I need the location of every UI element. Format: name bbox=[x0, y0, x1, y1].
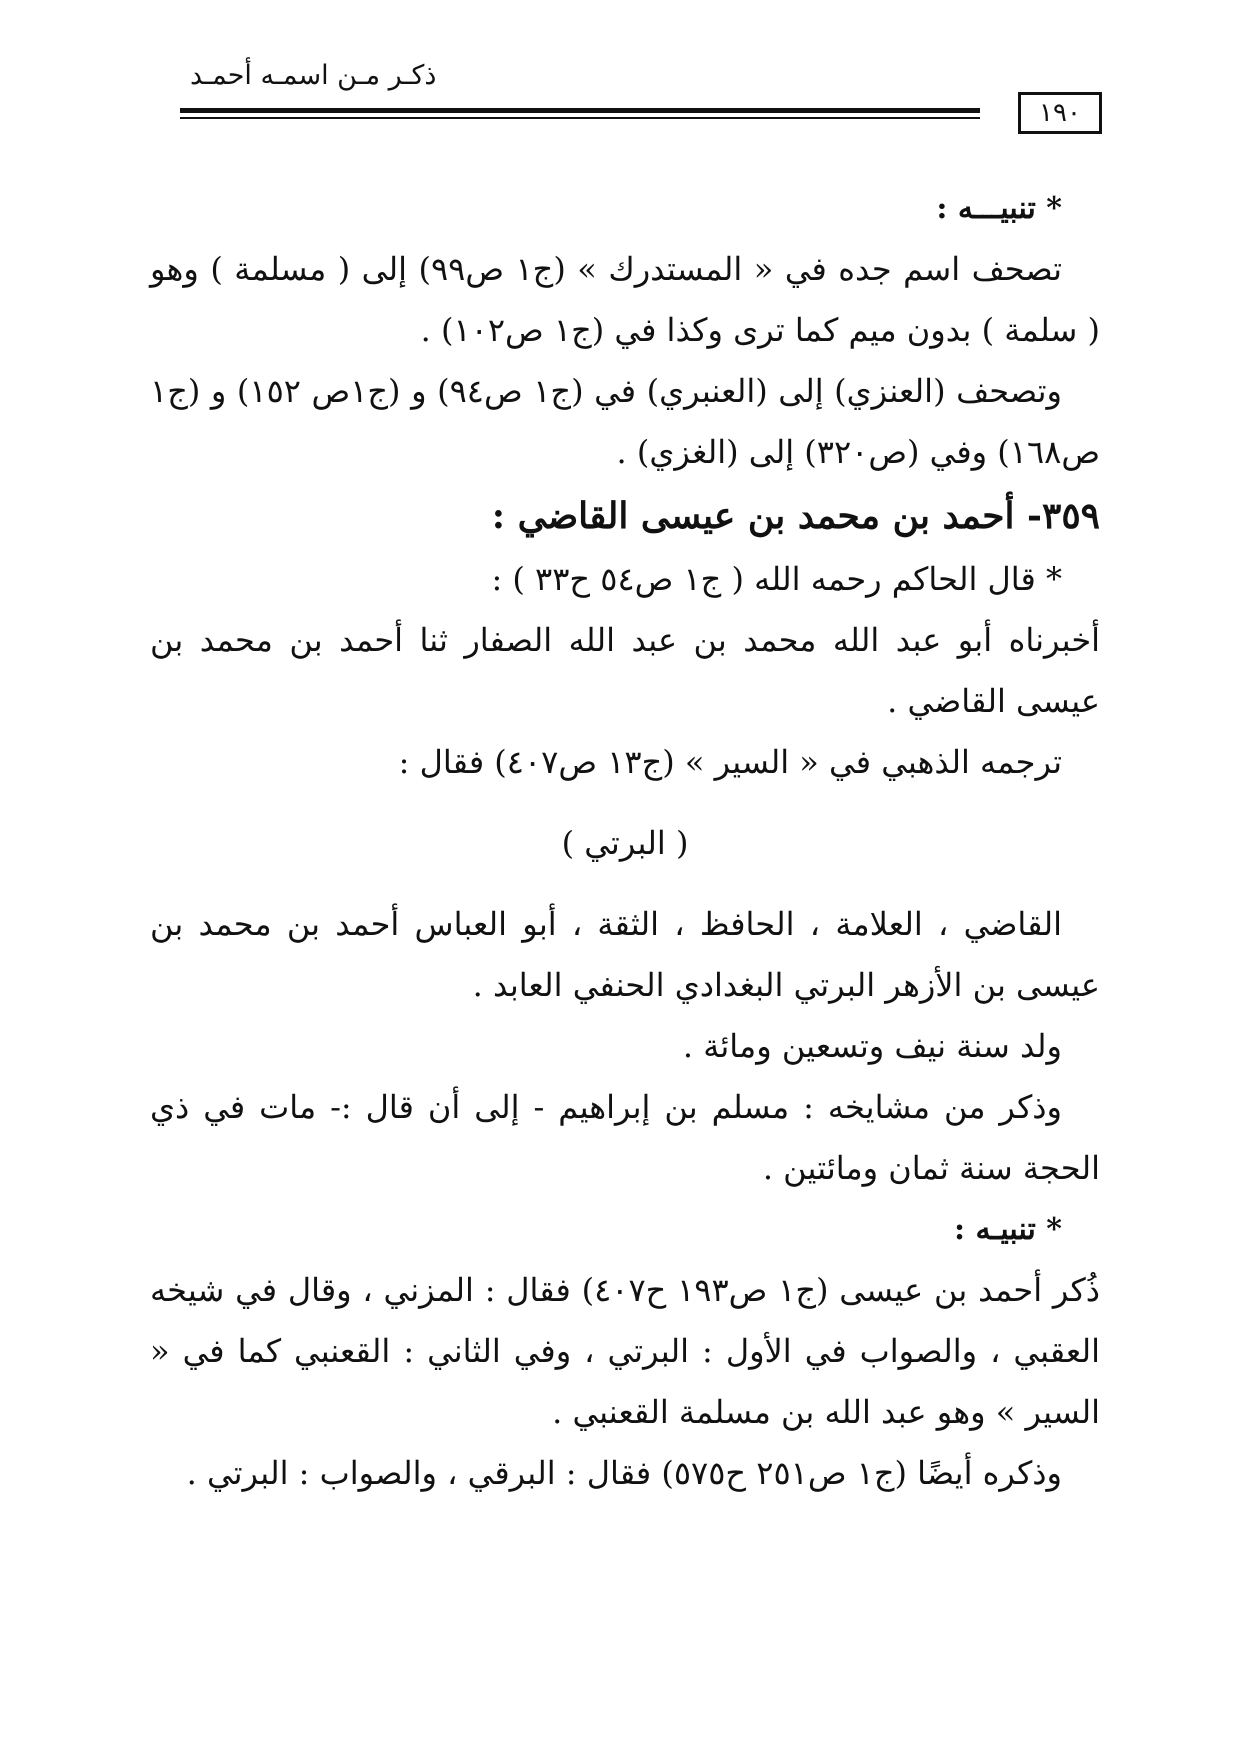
paragraph: ذُكر أحمد بن عيسى (ج١ ص١٩٣ ح٤٠٧) فقال : المزني ، وقال في شيخه العقبي ، والصواب في الأول : البرتي ، وفي الثاني : القعنبي كما في « السير » وهو عبد الله بن مسلمة القعنبي . bbox=[150, 1271, 1101, 1431]
paragraph: ترجمه الذهبي في « السير » (ج١٣ ص٤٠٧) فقال : bbox=[398, 743, 1062, 781]
running-title: ذكـر مـن اسمـه أحمـد bbox=[190, 60, 437, 91]
paragraph: وذكر من مشايخه : مسلم بن إبراهيم - إلى أن قال :- مات في ذي الحجة سنة ثمان ومائتين . bbox=[150, 1088, 1100, 1187]
paragraph: * قال الحاكم رحمه الله ( ج١ ص٥٤ ح٣٣ ) : bbox=[491, 560, 1062, 598]
header-rule bbox=[180, 108, 1038, 122]
paragraph: تصحف اسم جده في « المستدرك » (ج١ ص٩٩) إلى ( مسلمة ) وهو ( سلمة ) بدون ميم كما ترى وكذا في (ج١ ص١٠٢) . bbox=[150, 250, 1100, 349]
header-rule-thick bbox=[180, 108, 980, 113]
paragraph: القاضي ، العلامة ، الحافظ ، الثقة ، أبو العباس أحمد بن محمد بن عيسى بن الأزهر البرتي البغدادي الحنفي العابد . bbox=[150, 905, 1100, 1004]
note-heading: * تنبيـــه : bbox=[936, 191, 1062, 226]
main-text bbox=[150, 178, 1100, 1504]
page-number: ١٩٠ bbox=[1018, 92, 1102, 134]
header-rule-thin bbox=[180, 117, 980, 119]
paragraph: وذكره أيضًا (ج١ ص٢٥١ ح٥٧٥) فقال : البرقي ، والصواب : البرتي . bbox=[186, 1454, 1062, 1492]
note-heading: * تنبيـه : bbox=[953, 1212, 1062, 1247]
paragraph: وتصحف (العنزي) إلى (العنبري) في (ج١ ص٩٤) و (ج١ص ١٥٢) و (ج١ ص١٦٨) وفي (ص٣٢٠) إلى (الغزي) . bbox=[150, 372, 1100, 471]
paragraph: أخبرناه أبو عبد الله محمد بن عبد الله الصفار ثنا أحمد بن محمد بن عيسى القاضي . bbox=[150, 621, 1100, 720]
centered-nisba: ( البرتي ) bbox=[561, 824, 689, 862]
entry-heading: ٣٥٩- أحمد بن محمد بن عيسى القاضي : bbox=[491, 495, 1100, 537]
paragraph: ولد سنة نيف وتسعين ومائة . bbox=[682, 1027, 1062, 1065]
